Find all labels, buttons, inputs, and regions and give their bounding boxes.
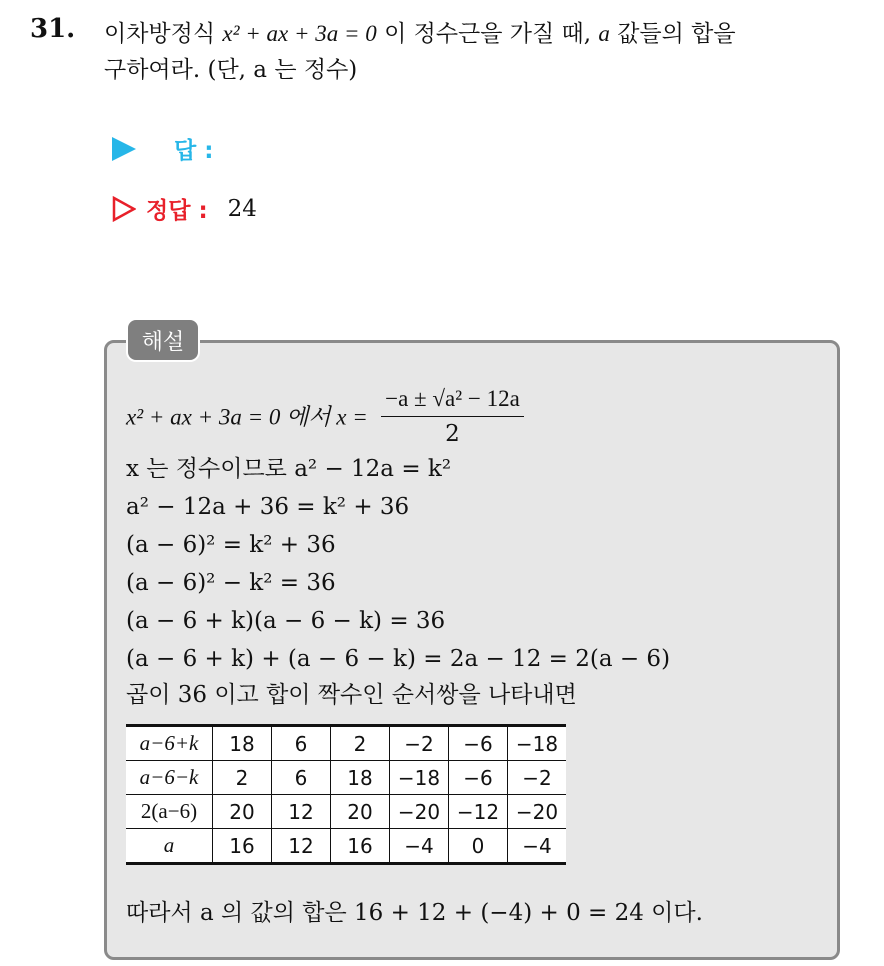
table-cell: 16: [331, 829, 390, 864]
question-prefix: 이차방정식: [104, 21, 216, 47]
correct-answer-value: 24: [227, 195, 257, 222]
table-cell: −18: [508, 726, 567, 761]
table-row: [126, 726, 566, 761]
table-cell: 6: [272, 761, 331, 795]
table-cell: 16: [213, 829, 272, 864]
solution-line-7: (a − 6 + k) + (a − 6 − k) = 2a − 12 = 2(a − 6): [126, 646, 671, 672]
table-head-cell: a−6+k: [126, 726, 213, 761]
solution-line-3: a² − 12a + 36 = k² + 36: [126, 494, 410, 520]
table-cell: 20: [213, 795, 272, 829]
question-text: [104, 16, 864, 88]
question-end: 값들의 합을: [617, 21, 736, 47]
table-cell: −2: [508, 761, 567, 795]
table-cell: −6: [449, 761, 508, 795]
correct-answer-label: 정답 :: [146, 198, 208, 224]
solution-table: [126, 724, 566, 865]
table-cell: −12: [449, 795, 508, 829]
table-cell: 18: [331, 761, 390, 795]
solution-line-5: (a − 6)² − k² = 36: [126, 570, 336, 596]
question-line-2: 구하여라. (단, a 는 정수): [104, 57, 358, 83]
solution-line-6: (a − 6 + k)(a − 6 − k) = 36: [126, 608, 446, 634]
table-head-cell: a: [126, 829, 213, 864]
solution-line-8: 곱이 36 이고 합이 짝수인 순서쌍을 나타내면: [126, 682, 577, 708]
table-cell: 2: [331, 726, 390, 761]
table-cell: −4: [508, 829, 567, 864]
quadratic-fraction: [381, 384, 524, 449]
table-row: [126, 795, 566, 829]
play-triangle-icon: [112, 137, 136, 161]
question-equation: x² + ax + 3a = 0: [222, 21, 377, 46]
table-cell: 12: [272, 795, 331, 829]
solution-line-2: x 는 정수이므로 a² − 12a = k²: [126, 456, 452, 482]
table-cell: 12: [272, 829, 331, 864]
table-head-cell: 2(a−6): [126, 795, 213, 829]
table-cell: −20: [508, 795, 567, 829]
table-cell: 2: [213, 761, 272, 795]
fraction-denominator: 2: [445, 421, 460, 447]
solution-line-1: [126, 386, 524, 451]
question-number: 31.: [30, 14, 76, 44]
correct-answer-row: [112, 192, 257, 225]
answer-row: [112, 132, 213, 165]
table-head-cell: a−6−k: [126, 761, 213, 795]
table-cell: 20: [331, 795, 390, 829]
solution-eq1: x² + ax + 3a = 0 에서 x =: [126, 404, 368, 430]
outline-triangle-icon: [112, 196, 136, 222]
solution-tab: 해설: [128, 320, 198, 360]
fraction-numerator: −a ± √a² − 12a: [381, 384, 524, 417]
table-cell: −4: [390, 829, 449, 864]
question-suffix: 이 정수근을 가질 때,: [384, 21, 592, 47]
answer-label: 답 :: [174, 138, 214, 164]
solution-conclusion: 따라서 a 의 값의 합은 16 + 12 + (−4) + 0 = 24 이다.: [126, 900, 703, 926]
table-cell: 0: [449, 829, 508, 864]
table-cell: −6: [449, 726, 508, 761]
table-cell: −18: [390, 761, 449, 795]
question-line-1: [104, 16, 864, 52]
question-var: a: [598, 21, 610, 46]
solution-line-4: (a − 6)² = k² + 36: [126, 532, 336, 558]
table-cell: −2: [390, 726, 449, 761]
table-cell: 18: [213, 726, 272, 761]
table-cell: −20: [390, 795, 449, 829]
table-row: [126, 761, 566, 795]
table-cell: 6: [272, 726, 331, 761]
table-row: [126, 829, 566, 864]
